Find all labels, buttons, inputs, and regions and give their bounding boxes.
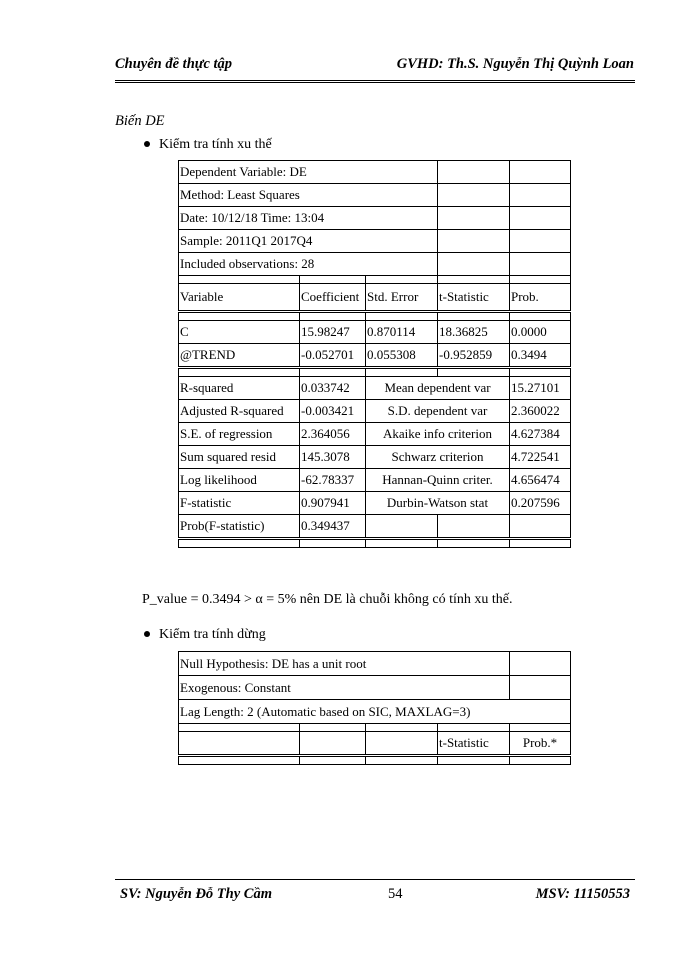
cell: -0.052701 [300, 344, 366, 368]
stat-label: Sum squared resid [179, 446, 300, 469]
stat-value: 0.207596 [510, 492, 571, 515]
info-cell: Null Hypothesis: DE has a unit root [179, 652, 510, 676]
stat-value: 15.27101 [510, 377, 571, 400]
bullet-trend-label: Kiểm tra tính xu thế [159, 137, 272, 152]
stats-row [179, 423, 571, 446]
stat-label: Durbin-Watson stat [366, 492, 510, 515]
unit-root-table [178, 651, 571, 765]
cell: 0.870114 [366, 321, 438, 344]
info-cell: Lag Length: 2 (Automatic based on SIC, MAXLAG=3) [179, 700, 571, 724]
stats-row [179, 446, 571, 469]
stats-row [179, 492, 571, 515]
stats-row [179, 377, 571, 400]
info-row [179, 207, 571, 230]
bullet-stationarity [144, 627, 266, 643]
info-cell: Date: 10/12/18 Time: 13:04 [179, 207, 438, 230]
stat-value: 2.360022 [510, 400, 571, 423]
stat-value: 2.364056 [300, 423, 366, 446]
stat-label: S.D. dependent var [366, 400, 510, 423]
cell: 0.055308 [366, 344, 438, 368]
info-row [179, 253, 571, 276]
stat-label: F-statistic [179, 492, 300, 515]
stat-value: -0.003421 [300, 400, 366, 423]
info-row [179, 184, 571, 207]
table-row [179, 321, 571, 344]
stat-label: Prob(F-statistic) [179, 515, 300, 539]
stat-empty [438, 515, 510, 539]
info-cell: Sample: 2011Q1 2017Q4 [179, 230, 438, 253]
info-cell: Method: Least Squares [179, 184, 438, 207]
col-header: Std. Error [366, 284, 438, 312]
stat-label: Mean dependent var [366, 377, 510, 400]
footer-rule [115, 879, 635, 880]
conclusion-text: P_value = 0.3494 > α = 5% nên DE là chuỗi không có tính xu thế. [142, 592, 513, 607]
info-cell: Included observations: 28 [179, 253, 438, 276]
col-header: Prob. [510, 284, 571, 312]
cell: 0.0000 [510, 321, 571, 344]
cell: -0.952859 [438, 344, 510, 368]
stat-label: Adjusted R-squared [179, 400, 300, 423]
cell: @TREND [179, 344, 300, 368]
info-row [179, 230, 571, 253]
stats-row [179, 515, 571, 539]
col-header: t-Statistic [438, 732, 510, 756]
section-title: Biến DE [115, 113, 165, 129]
stat-value: 0.349437 [300, 515, 366, 539]
stat-label: R-squared [179, 377, 300, 400]
stat-value: 4.627384 [510, 423, 571, 446]
stat-label: Log likelihood [179, 469, 300, 492]
footer-right: MSV: 11150553 [535, 886, 630, 902]
info-row [179, 652, 571, 676]
header-rule [115, 80, 635, 83]
bullet-stationarity-label: Kiểm tra tính dừng [159, 627, 266, 642]
page-number: 54 [388, 886, 403, 902]
column-header-row [179, 284, 571, 312]
col-header: t-Statistic [438, 284, 510, 312]
info-row [179, 700, 571, 724]
stat-value: 4.722541 [510, 446, 571, 469]
cell: 18.36825 [438, 321, 510, 344]
cell: 15.98247 [300, 321, 366, 344]
stat-label: Hannan-Quinn criter. [366, 469, 510, 492]
stat-label: S.E. of regression [179, 423, 300, 446]
stat-label: Akaike info criterion [366, 423, 510, 446]
regression-table [178, 160, 571, 548]
footer-left: SV: Nguyễn Đỗ Thy Cầm [120, 886, 272, 902]
cell: 0.3494 [510, 344, 571, 368]
column-header-row [179, 732, 571, 756]
stat-label: Schwarz criterion [366, 446, 510, 469]
bullet-dot-icon [144, 141, 150, 147]
table-row [179, 344, 571, 368]
info-row [179, 161, 571, 184]
header-right: GVHD: Th.S. Nguyễn Thị Quỳnh Loan [396, 56, 634, 72]
stats-row [179, 469, 571, 492]
stat-value: 145.3078 [300, 446, 366, 469]
info-cell: Exogenous: Constant [179, 676, 510, 700]
stat-value: -62.78337 [300, 469, 366, 492]
col-header: Prob.* [510, 732, 571, 756]
header-left: Chuyên đề thực tập [115, 56, 233, 72]
stat-value: 0.033742 [300, 377, 366, 400]
stat-value: 0.907941 [300, 492, 366, 515]
info-cell: Dependent Variable: DE [179, 161, 438, 184]
bullet-dot-icon [144, 631, 150, 637]
col-header: Variable [179, 284, 300, 312]
cell: C [179, 321, 300, 344]
bullet-trend [144, 137, 272, 153]
info-row [179, 676, 571, 700]
stats-row [179, 400, 571, 423]
stat-label [366, 515, 438, 539]
stat-value: 4.656474 [510, 469, 571, 492]
col-header: Coefficient [300, 284, 366, 312]
